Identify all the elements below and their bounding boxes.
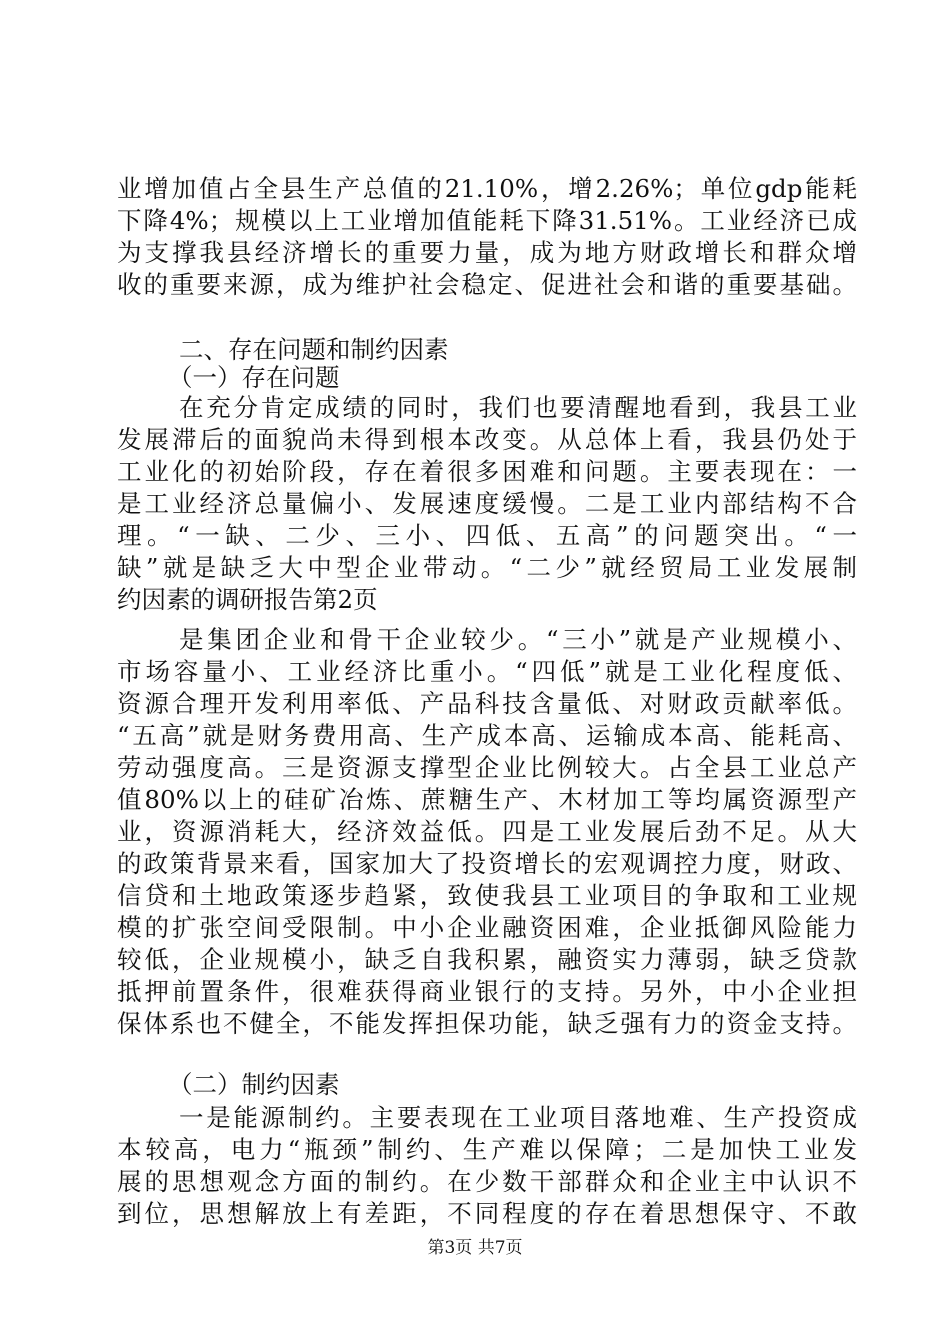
paragraph-line: 是工业经济总量偏小、发展速度缓慢。二是工业内部结构不合 [117, 489, 857, 518]
paragraph-line: 模的扩张空间受限制。中小企业融资困难，企业抵御风险能力 [117, 913, 857, 942]
section-heading: 二、存在问题和制约因素 [179, 335, 449, 364]
paragraph-line: 值80%以上的硅矿冶炼、蔗糖生产、木材加工等均属资源型产 [117, 785, 857, 814]
paragraph-line: 业增加值占全县生产总值的21.10%，增2.26%；单位gdp能耗 [117, 174, 857, 203]
paragraph-line: 一是能源制约。主要表现在工业项目落地难、生产投资成 [179, 1103, 857, 1132]
paragraph-line: 为支撑我县经济增长的重要力量，成为地方财政增长和群众增 [117, 238, 857, 267]
paragraph-line: 较低，企业规模小，缺乏自我积累，融资实力薄弱，缺乏贷款 [117, 945, 857, 974]
paragraph-line: 的政策背景来看，国家加大了投资增长的宏观调控力度，财政、 [117, 849, 857, 878]
paragraph-line: 业，资源消耗大，经济效益低。四是工业发展后劲不足。从大 [117, 817, 857, 846]
paragraph-line: 市场容量小、工业经济比重小。“四低”就是工业化程度低、 [117, 657, 857, 686]
paragraph-line: 是集团企业和骨干企业较少。“三小”就是产业规模小、 [179, 625, 857, 654]
paragraph-line: 工业化的初始阶段，存在着很多困难和问题。主要表现在：一 [117, 457, 857, 486]
paragraph-line: 缺”就是缺乏大中型企业带动。“二少”就经贸局工业发展制 [117, 553, 857, 582]
paragraph-line: 抵押前置条件，很难获得商业银行的支持。另外，中小企业担 [117, 977, 857, 1006]
paragraph-line: 劳动强度高。三是资源支撑型企业比例较大。占全县工业总产 [117, 753, 857, 782]
subsection-heading: （一）存在问题 [168, 363, 340, 392]
paragraph-line: 资源合理开发利用率低、产品科技含量低、对财政贡献率低。 [117, 689, 857, 718]
paragraph-line: 在充分肯定成绩的同时，我们也要清醒地看到，我县工业 [179, 393, 857, 422]
paragraph-line: “五高”就是财务费用高、生产成本高、运输成本高、能耗高、 [117, 721, 857, 750]
paragraph-line: 收的重要来源，成为维护社会稳定、促进社会和谐的重要基础。 [117, 270, 857, 299]
paragraph-line: 发展滞后的面貌尚未得到根本改变。从总体上看，我县仍处于 [117, 425, 857, 454]
paragraph-line: 信贷和土地政策逐步趋紧，致使我县工业项目的争取和工业规 [117, 881, 857, 910]
paragraph-line: 本较高，电力“瓶颈”制约、生产难以保障；二是加快工业发 [117, 1135, 857, 1164]
subsection-heading: （二）制约因素 [168, 1070, 340, 1099]
paragraph-line: 下降4%；规模以上工业增加值能耗下降31.51%。工业经济已成 [117, 206, 857, 235]
paragraph-line: 展的思想观念方面的制约。在少数干部群众和企业主中认识不 [117, 1167, 857, 1196]
paragraph-line: 理。“一缺、二少、三小、四低、五高”的问题突出。“一 [117, 521, 857, 550]
page-footer: 第3页 共7页 [427, 1238, 523, 1258]
paragraph-line: 保体系也不健全，不能发挥担保功能，缺乏强有力的资金支持。 [117, 1009, 857, 1038]
paragraph-line: 到位，思想解放上有差距，不同程度的存在着思想保守、不敢 [117, 1199, 857, 1228]
paragraph-line: 约因素的调研报告第2页 [117, 585, 378, 614]
